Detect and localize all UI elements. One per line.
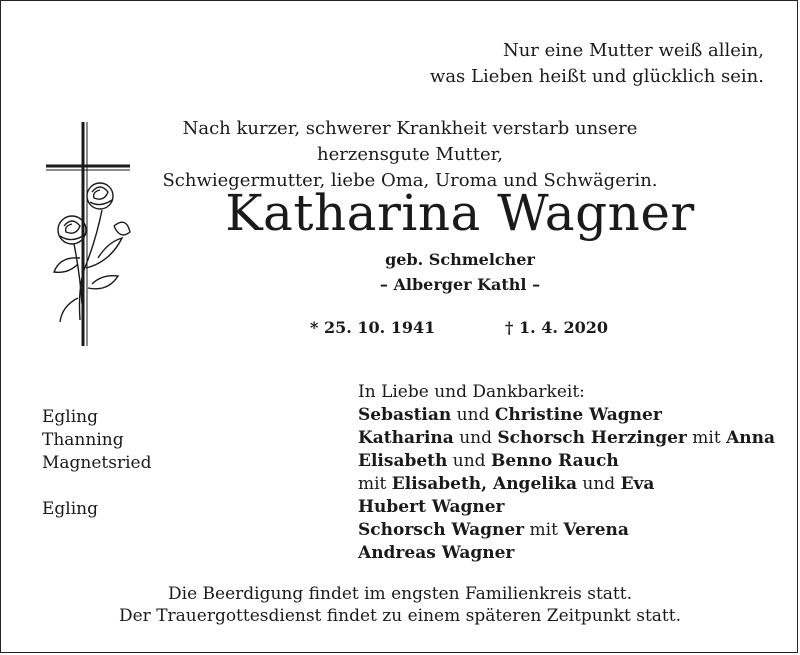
footer-line: Die Beerdigung findet im engsten Familienkreis statt.: [168, 584, 632, 604]
nickname: – Alberger Kathl –: [379, 275, 541, 294]
place: Thanning: [42, 430, 124, 450]
deceased-name: Katharina Wagner: [225, 184, 695, 242]
mourner-line: [358, 519, 775, 542]
intro-line: Schwiegermutter, liebe Oma, Uroma und Schwägerin.: [162, 170, 658, 191]
connector: und: [576, 474, 621, 494]
place: Egling: [42, 499, 98, 519]
maiden-name: geb. Schmelcher: [385, 250, 535, 269]
birth-date: * 25. 10. 1941: [310, 318, 436, 337]
mourner-name: Sebastian: [358, 405, 452, 425]
mourners-intro: In Liebe und Dankbarkeit:: [358, 382, 585, 402]
mourner-line: [358, 427, 775, 450]
mourner-name: Katharina: [358, 428, 454, 448]
mourner-name: Schorsch Wagner: [358, 520, 525, 540]
mourner-name: Christine Wagner: [494, 405, 662, 425]
poem-line: Nur eine Mutter weiß allein,: [502, 40, 764, 61]
connector: und: [453, 428, 498, 448]
connector: und: [447, 451, 491, 471]
mourner-name: Benno Rauch: [490, 451, 619, 471]
mourner-line: [358, 404, 775, 427]
mourner-line: [358, 542, 775, 565]
poem-line: was Lieben heißt und glücklich sein.: [429, 66, 764, 87]
mourner-line: [358, 473, 775, 496]
death-date: † 1. 4. 2020: [505, 318, 609, 337]
footer-line: Der Trauergottesdienst findet zu einem späteren Zeitpunkt statt.: [118, 606, 681, 626]
funeral-info: [100, 583, 700, 627]
connector: mit: [524, 520, 564, 540]
mourner-name: Anna: [726, 428, 775, 448]
mourner-name: Schorsch Herzinger: [497, 428, 687, 448]
connector: und: [451, 405, 495, 425]
connector: mit: [358, 474, 392, 494]
mourner-name: Elisabeth, Angelika: [391, 474, 577, 494]
mourner-name: Hubert Wagner: [358, 497, 505, 517]
mourners-list: [358, 381, 775, 565]
poem: [430, 38, 764, 90]
place: Egling: [42, 407, 98, 427]
connector: mit: [686, 428, 727, 448]
mourner-name: Eva: [620, 474, 655, 494]
mourner-name: Elisabeth: [358, 451, 448, 471]
place-spacer: [42, 475, 152, 498]
mourner-line: [358, 496, 775, 519]
place: Magnetsried: [42, 453, 152, 473]
intro-line: Nach kurzer, schwerer Krankheit verstarb unsere herzensgute Mutter,: [182, 118, 638, 165]
places-list: [42, 406, 152, 521]
mourner-line: [358, 450, 775, 473]
mourner-name: Andreas Wagner: [358, 543, 515, 563]
mourner-name: Verena: [563, 520, 629, 540]
